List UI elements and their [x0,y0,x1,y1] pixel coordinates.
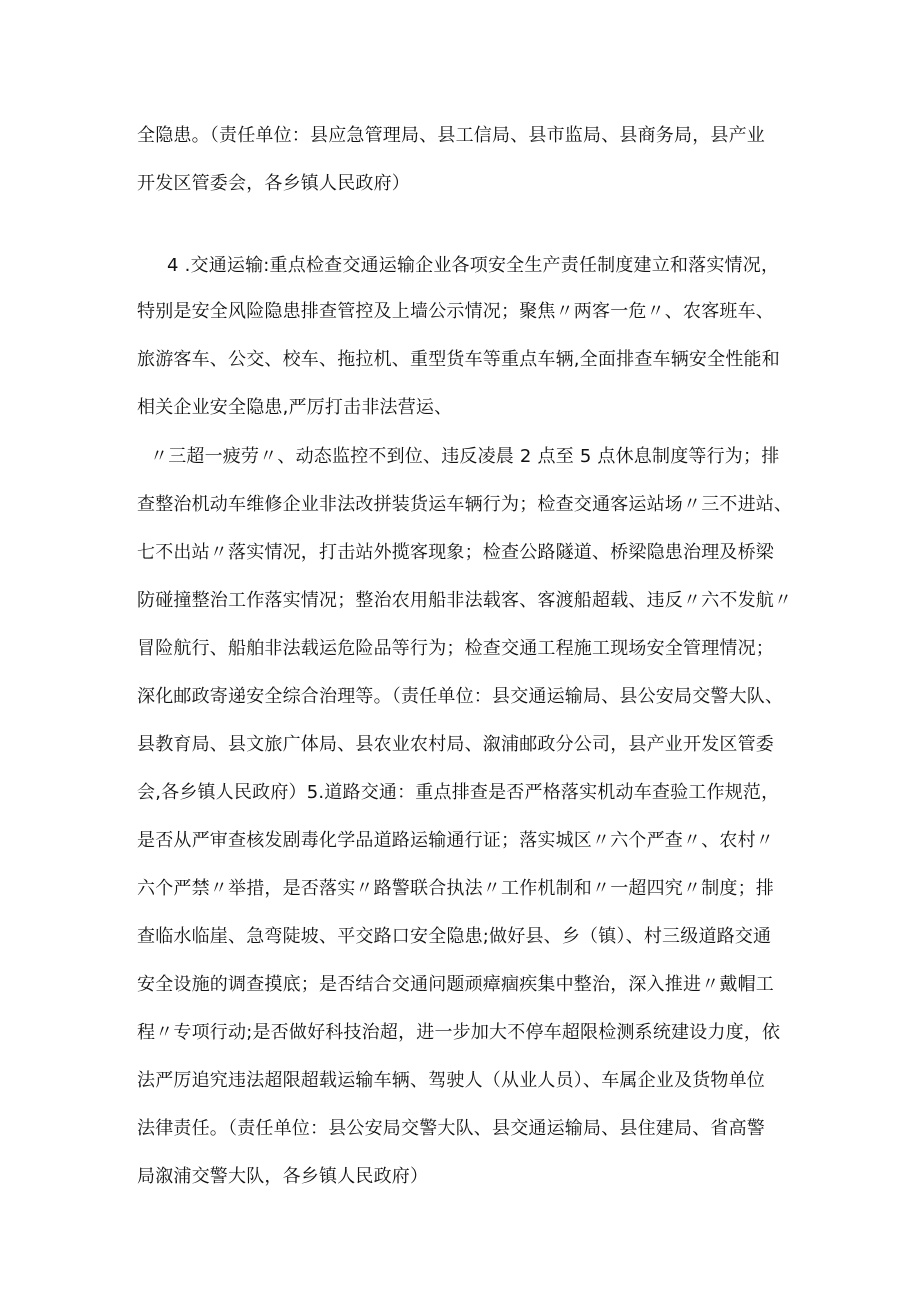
text-line: 法严厉追究违法超限超载运输车辆、驾驶人（从业人员）、车属企业及货物单位 [137,1070,765,1091]
text-line: 是否从严审查核发剧毒化学品道路运输通行证；落实城区〃六个严查〃、农村〃 [137,830,774,851]
text-line: 〃三超一疲劳〃、动态监控不到位、违反凌晨 2 点至 5 点休息制度等行为；排 [150,446,780,467]
text-line: 特别是安全风险隐患排查管控及上墙公示情况；聚焦〃两客一危〃、农客班车、 [137,301,774,322]
text-line: 旅游客车、公交、校车、拖拉机、重型货车等重点车辆,全面排查车辆安全性能和 [137,349,780,370]
text-line: 冒险航行、船舶非法载运危险品等行为；检查交通工程施工现场安全管理情况； [137,638,774,659]
text-line: 安全设施的调查摸底；是否结合交通问题顽瘴痼疾集中整治，深入推进〃戴帽工 [137,974,774,995]
text-line: 全隐患。（责任单位：县应急管理局、县工信局、县市监局、县商务局，县产业 [137,125,765,146]
text-line: 开发区管委会，各乡镇人民政府） [137,173,410,194]
text-line: 相关企业安全隐患,严厉打击非法营运、 [137,397,453,418]
text-line: 法律责任。（责任单位：县公安局交警大队、县交通运输局、县住建局、省高警 [137,1118,765,1139]
text-line: 深化邮政寄递安全综合治理等。（责任单位：县交通运输局、县公安局交警大队、 [137,686,784,707]
text-line: 4 .交通运输:重点检查交通运输企业各项安全生产责任制度建立和落实情况， [167,255,780,276]
text-line: 防碰撞整治工作落实情况；整治农用船非法载客、客渡船超载、违反〃六不发航〃 [137,590,793,611]
text-line: 局溆浦交警大队，各乡镇人民政府） [137,1166,429,1187]
text-line: 查整治机动车维修企业非法改拼装货运车辆行为；检查交通客运站场〃三不进站、 [137,494,793,515]
text-line: 会,各乡镇人民政府）5.道路交通：重点排查是否严格落实机动车查验工作规范， [137,782,780,803]
text-line: 县教育局、县文旅广体局、县农业农村局、溆浦邮政分公司，县产业开发区管委 [137,734,774,755]
text-line: 查临水临崖、急弯陡坡、平交路口安全隐患;做好县、乡（镇）、村三级道路交通 [137,926,772,947]
text-line: 程〃专项行动;是否做好科技治超，进一步加大不停车超限检测系统建设力度，依 [137,1022,781,1043]
text-line: 七不出站〃落实情况，打击站外揽客现象；检查公路隧道、桥梁隐患治理及桥梁 [137,542,774,563]
text-line: 六个严禁〃举措，是否落实〃路警联合执法〃工作机制和〃一超四究〃制度；排 [137,878,774,899]
